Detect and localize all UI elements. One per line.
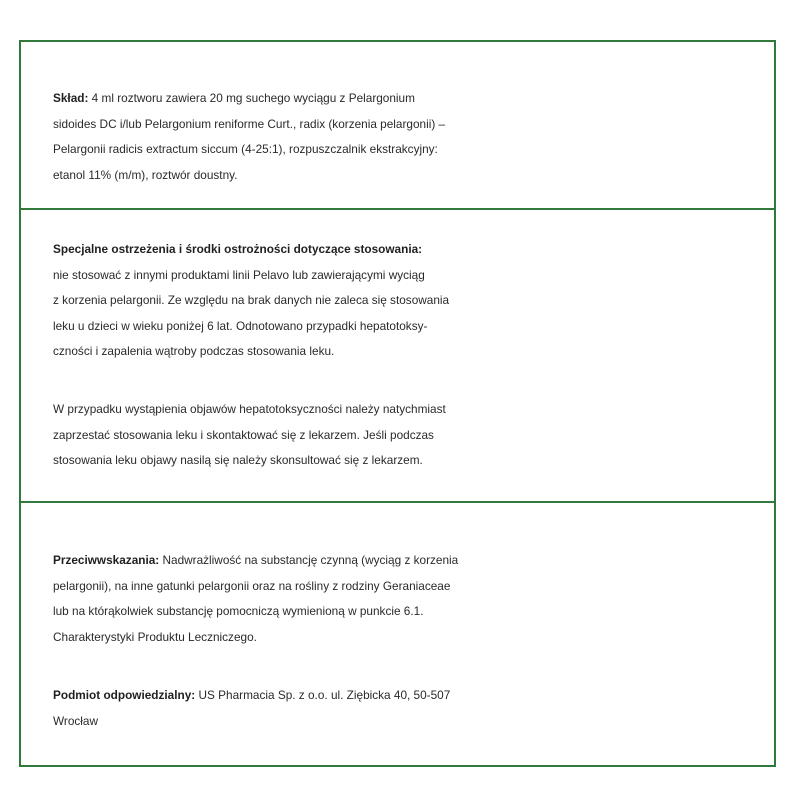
hepatotoxicity-line-3: stosowania leku objawy nasilą się należy skonsultować się z lekarzem. bbox=[53, 453, 423, 467]
hepatotoxicity-paragraph bbox=[53, 397, 775, 474]
warnings-line-3: leku u dzieci w wieku poniżej 6 lat. Odnotowano przypadki hepatotoksy- bbox=[53, 318, 428, 333]
responsible-entity-line-1: Podmiot odpowiedzialny: US Pharmacia Sp. z o.o. ul. Ziębicka 40, 50-507 bbox=[53, 688, 451, 702]
warnings-section bbox=[53, 237, 775, 365]
composition-label: Skład: bbox=[53, 91, 89, 105]
responsible-entity-line-2: Wrocław bbox=[53, 713, 99, 728]
composition-line-2: sidoides DC i/lub Pelargonium reniforme Curt., radix (korzenia pelargonii) – bbox=[53, 116, 446, 131]
leaflet-frame bbox=[19, 40, 776, 767]
warnings-label: Specjalne ostrzeżenia i środki ostrożności dotyczące stosowania: bbox=[53, 242, 423, 256]
warnings-line-2: z korzenia pelargonii. Ze względu na brak danych nie zaleca się stosowania bbox=[53, 293, 450, 307]
composition-section bbox=[53, 86, 775, 188]
responsible-entity-section bbox=[53, 683, 775, 734]
contraindications-line-3: lub na którąkolwiek substancję pomocniczą wymienioną w punkcie 6.1. bbox=[53, 604, 424, 618]
contraindications-line-4: Charakterystyki Produktu Leczniczego. bbox=[53, 629, 257, 644]
warnings-line-4: czności i zapalenia wątroby podczas stosowania leku. bbox=[53, 344, 335, 358]
section-divider bbox=[21, 208, 774, 210]
composition-line-1: Skład: 4 ml roztworu zawiera 20 mg suchego wyciągu z Pelargonium bbox=[53, 91, 415, 105]
section-divider bbox=[21, 501, 774, 503]
contraindications-line-2: pelargonii), na inne gatunki pelargonii oraz na rośliny z rodziny Geraniaceae bbox=[53, 578, 451, 593]
responsible-entity-label: Podmiot odpowiedzialny: bbox=[53, 688, 196, 702]
composition-line-4: etanol 11% (m/m), roztwór doustny. bbox=[53, 167, 238, 182]
contraindications-section bbox=[53, 548, 775, 650]
contraindications-label: Przeciwwskazania: bbox=[53, 553, 160, 567]
composition-line-3: Pelargonii radicis extractum siccum (4-25:1), rozpuszczalnik ekstrakcyjny: bbox=[53, 142, 438, 156]
hepatotoxicity-line-2: zaprzestać stosowania leku i skontaktować się z lekarzem. Jeśli podczas bbox=[53, 427, 434, 442]
warnings-line-1: nie stosować z innymi produktami linii Pelavo lub zawierającymi wyciąg bbox=[53, 267, 425, 282]
contraindications-line-1: Przeciwwskazania: Nadwrażliwość na substancję czynną (wyciąg z korzenia bbox=[53, 553, 459, 567]
hepatotoxicity-line-1: W przypadku wystąpienia objawów hepatotoksyczności należy natychmiast bbox=[53, 402, 446, 416]
